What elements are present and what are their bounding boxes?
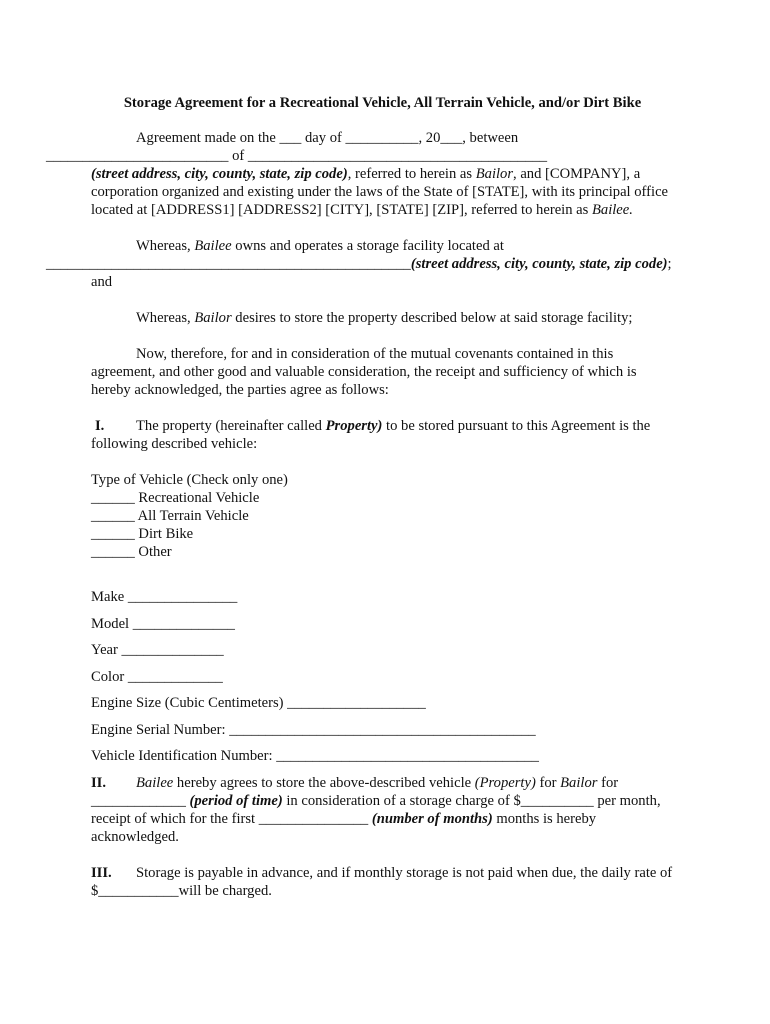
vehicle-type-heading: Type of Vehicle (Check only one): [91, 472, 288, 488]
whereas-store-paragraph: [91, 309, 674, 327]
section-2-text-end: months is hereby acknowledged.: [91, 811, 597, 845]
vehicle-type-option: ______ Other: [91, 544, 172, 560]
section-2-text: hereby agrees to store the above-described vehicle: [173, 775, 475, 791]
vehicle-type-option: ______ All Terrain Vehicle: [91, 508, 249, 524]
vin-field: Vehicle Identification Number: ____________________________________: [91, 748, 539, 764]
vehicle-fields: [91, 588, 674, 765]
facility-text: owns and operates a storage facility located at: [231, 238, 504, 254]
vehicle-type-option: ______ Dirt Bike: [91, 526, 194, 542]
bailor-term: Bailor: [194, 310, 232, 326]
document-title: Storage Agreement for a Recreational Vehicle, All Terrain Vehicle, and/or Dirt Bike: [123, 95, 642, 111]
vehicle-type-option: ______ Recreational Vehicle: [91, 490, 260, 506]
whereas-facility-paragraph: [46, 237, 674, 291]
year-field: Year ______________: [91, 642, 224, 658]
bailee-term: Bailee: [136, 775, 174, 791]
section-2-text: for: [535, 775, 561, 791]
facility-address-line: __________________________________________________: [46, 256, 411, 272]
bailee-term: Bailee: [194, 238, 232, 254]
intro-party-line: _________________________ of _________________________________________: [46, 148, 548, 164]
whereas-text: Whereas,: [136, 238, 195, 254]
bailor-term: Bailor: [560, 775, 598, 791]
section-1-number: I.: [95, 418, 105, 434]
agreement-intro-paragraph: [46, 129, 674, 219]
period-blank: for _____________: [91, 775, 619, 809]
section-1: [91, 417, 674, 453]
consideration-paragraph: Now, therefore, for and in consideration of the mutual covenants contained in this agreement, and other good and valuable consideration, the receipt and sufficiency of which is hereby acknowledged, the parties agree as follows:: [91, 346, 637, 398]
section-3: [91, 864, 674, 900]
period-hint: (period of time): [189, 793, 283, 809]
property-term: (Property): [474, 775, 536, 791]
document-body: [46, 94, 674, 918]
engine-serial-field: Engine Serial Number: __________________________________________: [91, 721, 536, 738]
section-1-text-end: to be stored pursuant to this Agreement is the following described vehicle:: [91, 418, 651, 452]
engine-size-field: Engine Size (Cubic Centimeters) ___________________: [91, 695, 426, 711]
section-1-text: The property (hereinafter called: [136, 418, 326, 434]
section-2-number: II.: [91, 775, 107, 791]
intro-date-line: Agreement made on the ___ day of __________, 20___, between: [136, 130, 519, 146]
section-3-number: III.: [91, 865, 112, 881]
bailee-term: Bailee.: [591, 202, 633, 218]
facility-address-hint: (street address, city, county, state, zip code): [410, 256, 668, 272]
property-term: Property): [325, 418, 383, 434]
color-field: Color _____________: [91, 668, 223, 685]
bailor-term: Bailor: [475, 166, 514, 182]
model-field: Model ______________: [91, 615, 235, 632]
and-text: ; and: [91, 256, 672, 290]
store-text: desires to store the property described below at said storage facility;: [231, 310, 633, 326]
storage-charge-text: in consideration of a storage charge of $__________ per month, receipt of which for the first _______________: [91, 793, 661, 827]
section-3-text: Storage is payable in advance, and if monthly storage is not paid when due, the daily rate of $___________will be charged.: [91, 865, 673, 899]
months-hint: (number of months): [371, 811, 493, 827]
section-2: [91, 774, 674, 846]
whereas-text: Whereas,: [136, 310, 195, 326]
make-field: Make _______________: [91, 589, 238, 605]
vehicle-type-list: [91, 471, 674, 561]
intro-text: , referred to herein as: [347, 166, 476, 182]
company-clause: , and [COMPANY], a corporation organized and existing under the laws of the State of [STATE], with its principal office located at [ADDRESS1] [ADDRESS2] [CITY], [STATE] [ZIP], referred to herein as: [91, 166, 669, 218]
bailor-address-hint: (street address, city, county, state, zip code): [91, 166, 348, 182]
